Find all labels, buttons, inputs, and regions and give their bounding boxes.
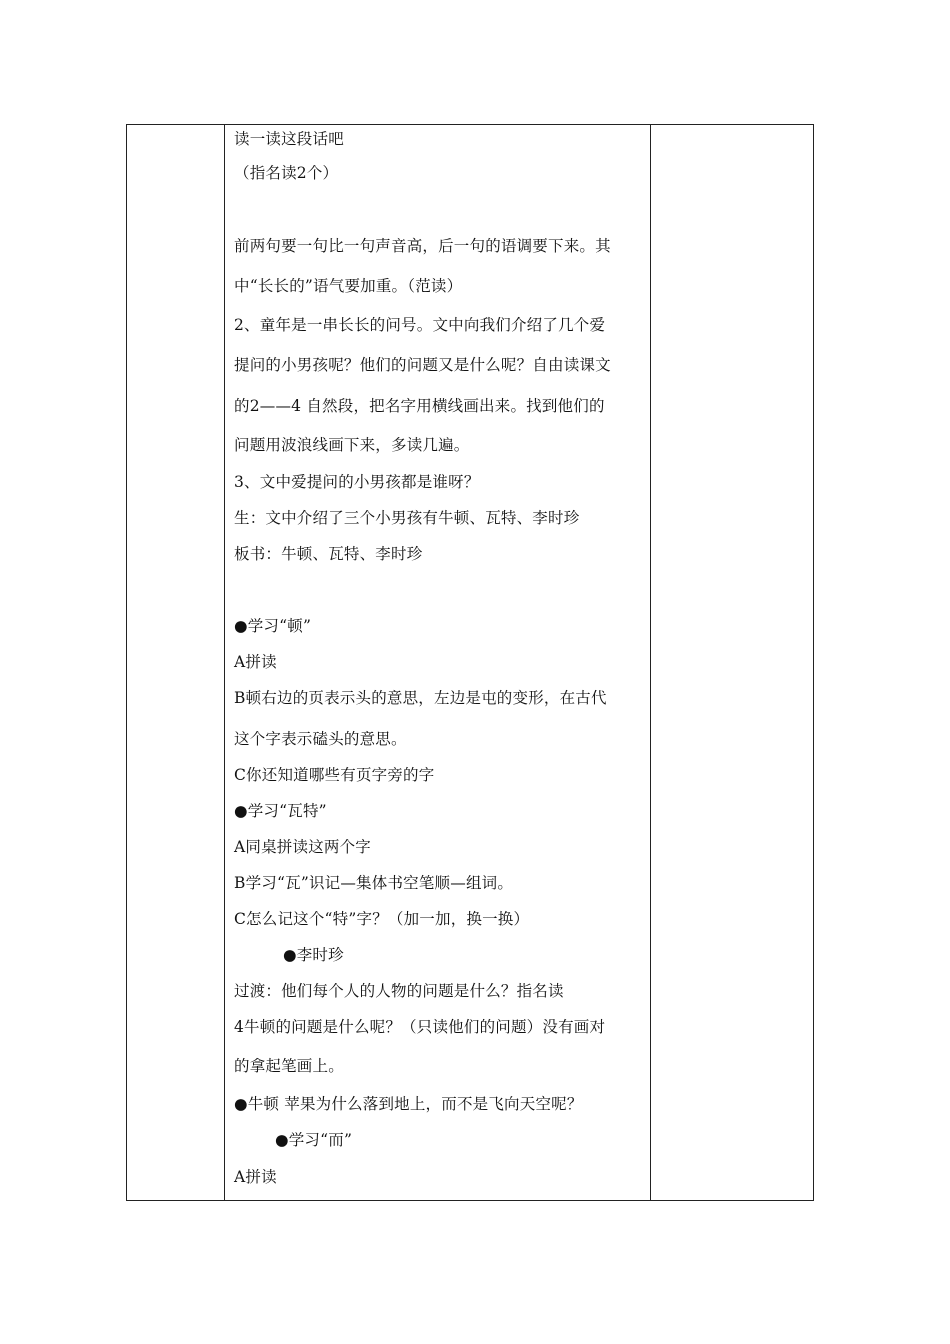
text-line: ●学习“顿”: [234, 617, 312, 635]
text-line: 过渡：他们每个人的人物的问题是什么？指名读: [234, 982, 564, 1000]
text-line: 4牛顿的问题是什么呢？（只读他们的问题）没有画对: [234, 1018, 606, 1036]
text-line: A同桌拼读这两个字: [234, 838, 371, 856]
text-line: 的2——4 自然段，把名字用横线画出来。找到他们的: [234, 397, 605, 415]
text-line: B顿右边的页表示头的意思，左边是屯的变形，在古代: [234, 689, 607, 707]
text-line: ●学习“而”: [275, 1131, 353, 1149]
text-line: ●牛顿 苹果为什么落到地上，而不是飞向天空呢？: [234, 1095, 583, 1113]
text-line: 这个字表示磕头的意思。: [234, 730, 407, 748]
lesson-table: [126, 124, 814, 1201]
text-line: 2、童年是一串长长的问号。文中向我们介绍了几个爱: [234, 316, 606, 334]
text-line: B学习“瓦”识记—集体书空笔顺—组词。: [234, 874, 514, 892]
text-line: C你还知道哪些有页字旁的字: [234, 766, 435, 784]
text-line: 问题用波浪线画下来，多读几遍。: [234, 436, 470, 454]
text-line: 3、文中爱提问的小男孩都是谁呀？: [234, 473, 480, 491]
text-line: 板书：牛顿、瓦特、李时珍: [234, 545, 423, 563]
text-line: 前两句要一句比一句声音高，后一句的语调要下来。其: [234, 237, 611, 255]
text-line: 读一读这段话吧: [234, 130, 344, 148]
text-line: C怎么记这个“特”字？（加一加，换一换）: [234, 910, 530, 928]
text-line: （指名读2个）: [234, 164, 339, 182]
text-line: 生：文中介绍了三个小男孩有牛顿、瓦特、李时珍: [234, 509, 580, 527]
text-line: A拼读: [234, 653, 277, 671]
text-line: 的拿起笔画上。: [234, 1057, 344, 1075]
right-column-cell: [651, 125, 814, 1201]
main-content-cell: [225, 125, 651, 1201]
text-line: 中“长长的”语气要加重。（范读）: [234, 277, 463, 295]
text-line: ●学习“瓦特”: [234, 802, 327, 820]
text-line: 提问的小男孩呢？他们的问题又是什么呢？自由读课文: [234, 356, 611, 374]
left-column-cell: [127, 125, 225, 1201]
text-line: A拼读: [234, 1168, 277, 1186]
table-row: [127, 125, 814, 1201]
text-line: ●李时珍: [283, 946, 344, 964]
